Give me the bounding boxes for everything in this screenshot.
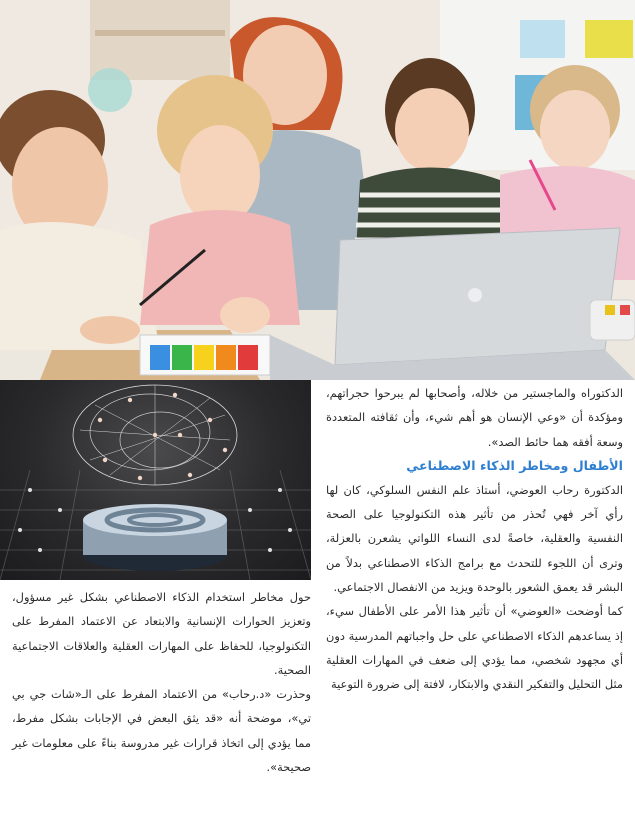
paragraph-3: حول مخاطر استخدام الذكاء الاصطناعي بشكل غير مسؤول، وتعزيز الحوارات الإنسانية والابتعاد عن الاعتماد المفرط على التكنولوجيا، للحفاظ على المهارات العقلية والعلاقات الاجتماعية الصحية.	[12, 590, 311, 677]
intro-paragraph: الدكتوراه والماجستير من خلاله، وأصحابها لم يبرحوا حجراتهم، ومؤكدة أن «وعي الإنسان هو أهم شيء، وأن ثقافته المتعددة وسعة أفقه هما حائط الصد».	[326, 386, 623, 449]
article-left-column	[12, 585, 311, 779]
paragraph-2: كما أوضحت «العوضي» أن تأثير هذا الأمر على الأطفال سيء، إذ يساعدهم الذكاء الاصطناعي على حل واجباتهم المدرسية دون أي مجهود شخصي، مما يؤدي إلى ضعف في المهارات العقلية مثل التحليل والتفكير النقدي والابتكار، لافتة إلى ضرورة التوعية	[326, 604, 623, 692]
children-laptop-illustration	[0, 0, 635, 380]
paragraph-1: الدكتورة رحاب العوضي، أستاذ علم النفس السلوكي، كان لها رأي آخر فهي تُحذر من تأثير هذه التكنولوجيا على الصحة النفسية والعقلية، خاصةً لدى النساء اللواتي يشعرن بالعزلة، وترى أن اللجوء للتحدث مع برامج الذكاء الاصطناعي بدلاً من البشر قد يعمق الشعور بالوحدة ويزيد من الانفصال الاجتماعي.	[326, 482, 623, 595]
article-right-column	[326, 381, 623, 697]
paragraph-4: وحذرت «د.رحاب» من الاعتماد المفرط على الـ«شات جي بي تي»، موضحة أنه «قد يثق البعض في الإجابات بشكل مفرط، مما يؤدي إلى اتخاذ قرارات غير مدروسة بناءً على معلومات غير صحيحة».	[12, 687, 311, 775]
brain-chip-illustration	[0, 380, 311, 580]
section-title: الأطفال ومخاطر الذكاء الاصطناعي	[406, 457, 623, 473]
ai-brain-photo	[0, 380, 311, 580]
hero-photo	[0, 0, 635, 380]
